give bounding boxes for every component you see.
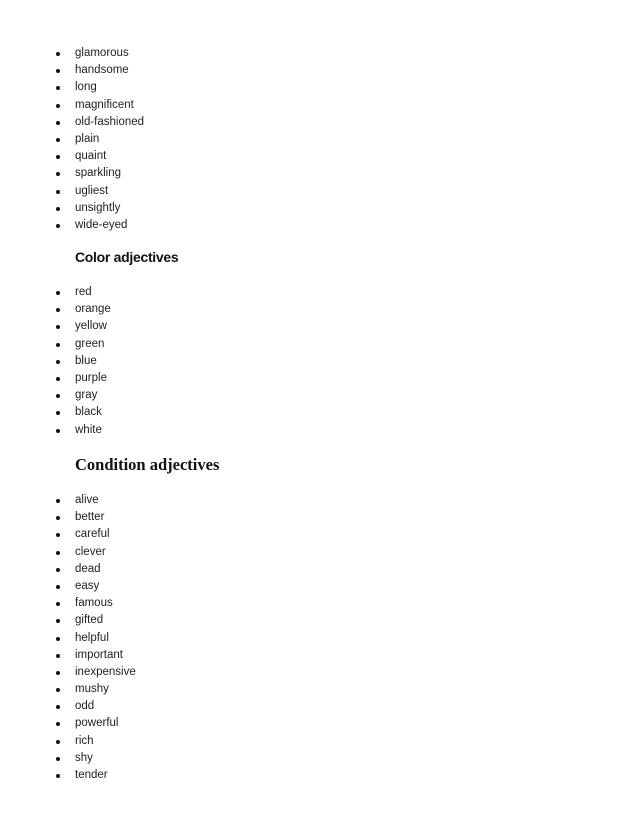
list-item-text: gifted xyxy=(75,614,104,627)
list-item-text: inexpensive xyxy=(75,665,136,678)
bullet-icon xyxy=(56,757,60,761)
bullet-icon xyxy=(56,308,60,312)
bullet-icon xyxy=(56,377,60,381)
list-item xyxy=(0,183,144,200)
bullet-icon xyxy=(56,104,60,108)
bullet-icon xyxy=(56,551,60,555)
list-item-text: unsightly xyxy=(75,201,121,214)
list-item-text: blue xyxy=(75,354,97,367)
list-item xyxy=(0,681,136,698)
bullet-icon xyxy=(56,172,60,176)
list-item xyxy=(0,647,136,664)
list-item-text: careful xyxy=(75,528,110,541)
list-item-text: famous xyxy=(75,597,113,610)
list-item-text: tender xyxy=(75,769,108,781)
list-item xyxy=(0,422,111,439)
bullet-icon xyxy=(56,654,60,658)
bullet-icon xyxy=(56,740,60,744)
bullet-icon xyxy=(56,138,60,142)
list-item-text: black xyxy=(75,406,102,419)
list-item xyxy=(0,767,136,784)
color-adjectives-heading: Color adjectives xyxy=(75,249,179,265)
bullet-icon xyxy=(56,394,60,398)
list-item-text: magnificent xyxy=(75,98,134,111)
list-item-text: dead xyxy=(75,562,101,575)
bullet-icon xyxy=(56,688,60,692)
list-item xyxy=(0,284,111,301)
list-item-text: white xyxy=(75,423,102,436)
list-item xyxy=(0,630,136,647)
list-item xyxy=(0,217,144,234)
bullet-icon xyxy=(56,499,60,503)
list-item xyxy=(0,404,111,421)
list-item-text: helpful xyxy=(75,631,109,644)
bullet-icon xyxy=(56,224,60,228)
list-item xyxy=(0,664,136,681)
list-item xyxy=(0,301,111,318)
list-item-text: sparkling xyxy=(75,167,122,180)
bullet-icon xyxy=(56,155,60,159)
list-item-text: rich xyxy=(75,734,94,747)
bullet-icon xyxy=(56,411,60,415)
bullet-icon xyxy=(56,52,60,56)
bullet-icon xyxy=(56,602,60,606)
list-item xyxy=(0,200,144,217)
condition-adjectives-list xyxy=(0,492,136,784)
list-item-text: green xyxy=(75,337,105,350)
list-item-text: purple xyxy=(75,371,107,384)
bullet-icon xyxy=(56,429,60,433)
bullet-icon xyxy=(56,637,60,641)
list-item-text: odd xyxy=(75,700,95,713)
list-item xyxy=(0,148,144,165)
bullet-icon xyxy=(56,360,60,364)
list-item xyxy=(0,62,144,79)
list-item xyxy=(0,97,144,114)
list-item-text: mushy xyxy=(75,683,109,696)
list-item xyxy=(0,544,136,561)
list-item-text: yellow xyxy=(75,320,107,333)
list-item-text: shy xyxy=(75,751,93,764)
list-item xyxy=(0,595,136,612)
appearance-adjectives-list xyxy=(0,45,144,234)
bullet-icon xyxy=(56,568,60,572)
list-item-text: ugliest xyxy=(75,184,109,197)
bullet-icon xyxy=(56,722,60,726)
list-item-text: orange xyxy=(75,303,111,316)
list-item-text: better xyxy=(75,511,105,524)
list-item xyxy=(0,750,136,767)
list-item-text: powerful xyxy=(75,717,119,730)
list-item xyxy=(0,336,111,353)
list-item xyxy=(0,578,136,595)
list-item xyxy=(0,387,111,404)
list-item-text: red xyxy=(75,286,92,298)
list-item xyxy=(0,114,144,131)
list-item xyxy=(0,492,136,509)
bullet-icon xyxy=(56,774,60,778)
list-item-text: wide-eyed xyxy=(75,218,128,231)
list-item-text: gray xyxy=(75,389,98,402)
bullet-icon xyxy=(56,69,60,73)
list-item xyxy=(0,526,136,543)
bullet-icon xyxy=(56,121,60,125)
bullet-icon xyxy=(56,671,60,675)
list-item xyxy=(0,318,111,335)
list-item xyxy=(0,165,144,182)
list-item xyxy=(0,45,144,62)
list-item-text: important xyxy=(75,648,123,661)
list-item xyxy=(0,79,144,96)
list-item-text: handsome xyxy=(75,64,129,77)
list-item xyxy=(0,131,144,148)
bullet-icon xyxy=(56,86,60,90)
bullet-icon xyxy=(56,190,60,194)
bullet-icon xyxy=(56,516,60,520)
list-item-text: alive xyxy=(75,494,99,506)
list-item xyxy=(0,733,136,750)
bullet-icon xyxy=(56,207,60,211)
color-adjectives-list xyxy=(0,284,111,439)
list-item xyxy=(0,715,136,732)
bullet-icon xyxy=(56,325,60,329)
bullet-icon xyxy=(56,585,60,589)
list-item-text: quaint xyxy=(75,150,107,163)
list-item xyxy=(0,509,136,526)
list-item-text: clever xyxy=(75,545,106,558)
list-item xyxy=(0,370,111,387)
list-item xyxy=(0,561,136,578)
bullet-icon xyxy=(56,533,60,537)
bullet-icon xyxy=(56,343,60,347)
list-item-text: easy xyxy=(75,579,100,592)
list-item xyxy=(0,353,111,370)
list-item-text: plain xyxy=(75,132,100,145)
bullet-icon xyxy=(56,705,60,709)
list-item-text: glamorous xyxy=(75,47,129,59)
list-item xyxy=(0,698,136,715)
list-item-text: long xyxy=(75,81,97,94)
list-item-text: old-fashioned xyxy=(75,115,145,128)
bullet-icon xyxy=(56,619,60,623)
condition-adjectives-heading: Condition adjectives xyxy=(75,455,220,474)
bullet-icon xyxy=(56,291,60,295)
list-item xyxy=(0,612,136,629)
